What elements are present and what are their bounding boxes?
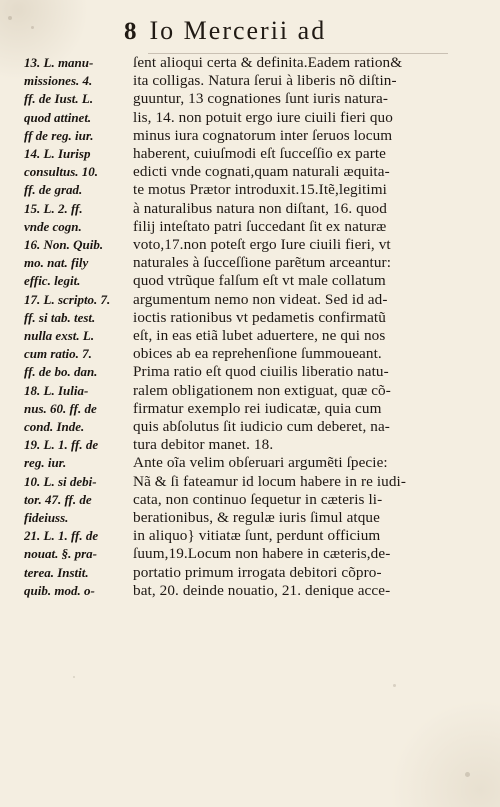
margin-note: 17. L. scripto. 7. [24,291,111,307]
body-text-line: Nã & ſi fateamur id locum habere in re iudi- [133,472,407,490]
margin-note: nouat. §. pra- [24,546,97,562]
body-text-line: ſent alioqui certa & definita.Eadem ration& [133,54,403,71]
body-text-line: ita colligas. Natura ſerui à liberis nõ diſtin- [133,72,397,90]
margin-note: fideiuss. [24,510,69,526]
margin-note: ff. de Iust. L. [24,91,94,107]
margin-note: terea. Instit. [24,564,89,580]
body-text-line: berationibus, & regulæ iuris ſimul atque [133,509,380,527]
body-text-line: portatio primum irrogata debitori cõpro- [133,563,382,581]
margin-note: cum ratio. 7. [24,346,92,362]
body-text-line: argumentum nemo non videat. Sed id ad- [133,290,388,308]
body-text-line: voto,17.non poteſt ergo Iure ciuili fieri, vt [133,236,391,254]
body-text-line: quis abſolutus ſit iudicio cum deberet, na- [133,418,390,436]
margin-note: reg. iur. [24,455,67,471]
body-text-line: naturales à ſucceſſione parẽtum arceantur: [133,254,392,272]
margin-note: quib. mod. o- [24,582,95,598]
margin-note: 16. Non. Quib. [24,237,104,253]
body-text-line: cata, non continuo ſequetur in cæteris li- [133,490,383,508]
margin-note: mo. nat. fily [24,255,89,271]
body-text-line: obices ab ea reprehenſione ſummoueant. [133,345,382,363]
body-text-line: haberent, cuiuſmodi eſt ſucceſſio ex parte [133,145,387,163]
margin-note: 13. L. manu- [24,55,94,70]
page-number: 8 [124,18,138,45]
margin-note: ff de reg. iur. [24,127,94,143]
body-text-line: minus iura cognatorum inter ſeruos locum [133,126,393,144]
margin-note: 18. L. Iulia- [24,382,89,398]
body-text-line: à naturalibus natura non diſtant, 16. quod [133,199,387,217]
body-text-line: te motus Prætor introduxit.15.Itẽ,legitimi [133,181,387,199]
margin-notes [24,54,129,600]
paper-speckle [393,684,396,687]
margin-note: 14. L. Iurisp [24,146,91,162]
body-text-line: ioctis rationibus vt pedametis confirmatũ [133,308,386,326]
body-text-line: edicti vnde cognati,quam naturali æquita- [133,163,390,181]
body-text-line: firmatur exemplo rei iudicatæ, quia cum [133,399,382,417]
body-text-line: Ante oĩa velim obſeruari argumẽti ſpecie: [133,454,388,472]
body-text-line: ralem obligationem non extiguat, quæ cõ- [133,381,391,399]
body-text-line: in aliquo} vitiatæ ſunt, perdunt officium [133,527,381,545]
margin-note: 10. L. si debi- [24,473,97,489]
body-text-line: quod vtrũque falſum eſt vt male collatum [133,272,386,290]
margin-note: consultus. 10. [24,164,99,180]
margin-note: 21. L. 1. ff. de [24,528,99,544]
body-text-line: ſuum,19.Locum non habere in cæteris,de- [133,545,391,563]
body-text-line: filij inteſtato patri ſuccedant ſit ex naturæ [133,217,387,235]
margin-note: 15. L. 2. ff. [24,200,83,216]
margin-note: nulla exst. L. [24,328,95,344]
margin-note: ff. si tab. test. [24,309,96,325]
margin-note: quod attinet. [24,109,92,125]
margin-note: cond. Inde. [24,419,85,435]
body-text-line: Prima ratio eſt quod ciuilis liberatio natu- [133,363,389,381]
margin-note: tor. 47. ff. de [24,491,92,507]
body-text-line: guuntur, 13 cognationes ſunt iuris natura- [133,90,388,108]
body-text-line: eſt, in eas etiã lubet aduertere, ne qui nos [133,327,386,345]
running-head: Io Mercerii ad [149,16,327,45]
paper-speckle [465,772,470,777]
margin-note: 19. L. 1. ff. de [24,437,99,453]
paper-speckle [8,16,12,20]
margin-note: ff. de grad. [24,182,83,198]
margin-note: vnde cogn. [24,218,82,234]
body-text-line: lis, 14. non potuit ergo iure ciuili fieri quo [133,108,393,126]
margin-note: ff. de bo. dan. [24,364,98,380]
page-header [124,18,424,52]
paper-speckle [73,676,75,678]
margin-note: missiones. 4. [24,73,93,89]
margin-note: effic. legit. [24,273,81,289]
margin-note: nus. 60. ff. de [24,400,97,416]
paper-speckle [31,26,34,29]
body-text-line: tura debitor manet. 18. [133,436,274,454]
body-text-line: bat, 20. deinde nouatio, 21. denique acce- [133,581,391,599]
body-text [133,54,479,600]
